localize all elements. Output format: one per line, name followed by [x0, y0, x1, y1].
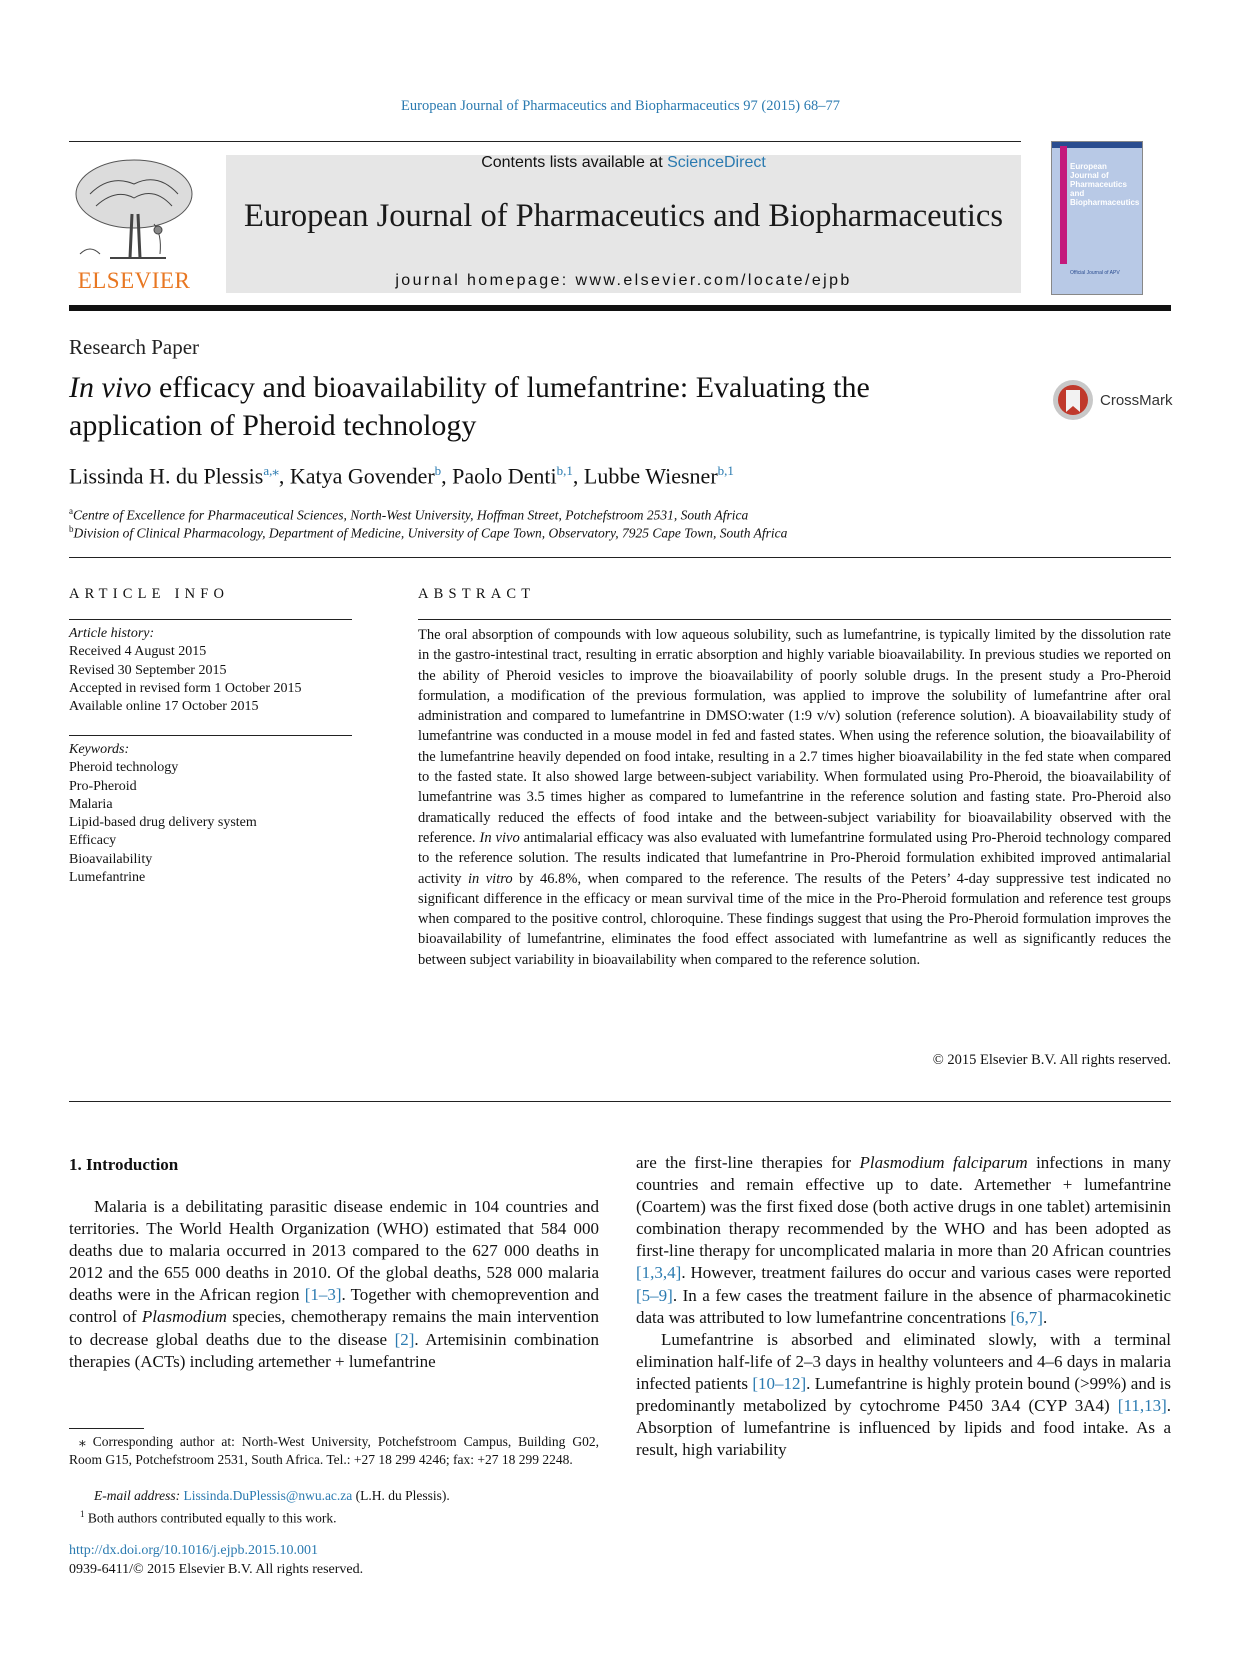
keywords-list	[69, 741, 257, 887]
italic-run: Plasmodium falciparum	[859, 1153, 1028, 1172]
email-footnote	[94, 1487, 450, 1505]
crossmark-icon	[1051, 378, 1099, 422]
corresponding-author-footnote	[69, 1433, 599, 1469]
journal-homepage[interactable]: journal homepage: www.elsevier.com/locate/ejpb	[395, 272, 852, 289]
title-line1: efficacy and bioavailability of lumefantrine: Evaluating the	[151, 371, 870, 404]
abstract-part: by 46.8%, when compared to the reference. The results of the Peters’ 4-day suppressive test indicated no significant difference in the efficacy or mean survival time of the mice in the Pro-Pheroid formulation and reference test groups when compared to the positive control, chloroquine. These findings suggest that using the Pro-Pheroid formulation improves the bioavailability of lumefantrine, eliminates the food effect associated with lumefantrine as well as significantly reduces the between subject variability in bioavailability when compared to the reference solution.	[418, 870, 1171, 968]
abstract-rule	[418, 619, 1171, 620]
email-link[interactable]: Lissinda.DuPlessis@nwu.ac.za	[183, 1488, 353, 1503]
doi-link[interactable]: http://dx.doi.org/10.1016/j.ejpb.2015.10.001	[69, 1543, 319, 1558]
keywords-rule	[69, 735, 352, 736]
text-run: .	[1042, 1307, 1048, 1327]
journal-citation[interactable]: European Journal of Pharmaceutics and Biopharmaceutics 97 (2015) 68–77	[401, 98, 840, 114]
text-run: . Artemisinin combination therapies (ACTs) including artemether + lumefantrine	[69, 1329, 599, 1371]
affiliation-rule	[69, 557, 1171, 558]
keyword: Bioavailability	[69, 851, 153, 867]
affiliation-mark: a	[69, 506, 73, 516]
affiliation-mark: b	[69, 524, 74, 534]
footnote-text: Both authors contributed equally to this work.	[84, 1510, 337, 1526]
author-affiliation-mark[interactable]: b,1	[717, 463, 734, 478]
author-separator: ,	[278, 463, 290, 489]
reference-link[interactable]: [1–3]	[304, 1285, 342, 1305]
abstract-italic: In vivo	[479, 829, 520, 846]
cover-title	[1070, 162, 1140, 207]
affiliation-a	[69, 506, 748, 524]
section-heading: 1. Introduction	[69, 1155, 179, 1174]
footnote-text: (L.H. du Plessis).	[352, 1488, 450, 1503]
elsevier-tree-logo	[70, 154, 198, 266]
history-item: Available online 17 October 2015	[69, 699, 259, 715]
history-item: Received 4 August 2015	[69, 644, 207, 660]
keywords-label: Keywords:	[69, 742, 130, 757]
footnote-mark: ⁎	[79, 1434, 86, 1449]
text-run: Lumefantrine is absorbed and eliminated slowly, with a terminal elimination half-life of 2–3 days in healthy volunteers and 4–6 days in malaria infected patients	[636, 1329, 1171, 1393]
text-run: . Absorption of lumefantrine is influenced by lipids and food intake. As a result, high variability	[636, 1396, 1171, 1460]
footnote-mark: 1	[80, 1509, 85, 1519]
contents-prefix: Contents lists available at	[481, 154, 668, 171]
history-label: Article history:	[69, 626, 155, 641]
footnote-text: Corresponding author at: North-West University, Potchefstroom Campus, Building G02, Room G15, Potchefstroom 2531, South Africa. Tel.: +27 18 299 4246; fax: +27 18 299 2248.	[69, 1434, 599, 1468]
body-right-column	[636, 1152, 1171, 1461]
text-run: . In a few cases the treatment failure in the absence of pharmacokinetic data was attributed to low lumefantrine concentrations	[636, 1285, 1171, 1327]
text-run: . Together with chemoprevention and control of	[69, 1285, 599, 1327]
reference-link[interactable]: [10–12]	[752, 1373, 807, 1393]
italic-run: Plasmodium	[141, 1307, 227, 1327]
article-info-rule	[69, 619, 352, 620]
cover-side-band	[1060, 146, 1067, 264]
keyword: Pheroid technology	[69, 760, 179, 776]
affiliation-text: Division of Clinical Pharmacology, Department of Medicine, University of Cape Town, Observatory, 7925 Cape Town, South Africa	[73, 525, 788, 541]
article-title	[69, 369, 969, 445]
author-separator: ,	[572, 463, 584, 489]
text-run: infections in many countries and remain effective up to date. Artemether + lumefantrine (Coartem) was the first fixed dose (both active drugs in one tablet) artemisinin combination therapy recommended by the WHO and has been adopted as first-line therapy for uncomplicated malaria in more than 20 African countries	[636, 1153, 1172, 1261]
abstract-heading: ABSTRACT	[418, 586, 536, 602]
article-history	[69, 625, 301, 716]
paragraph	[69, 1196, 599, 1373]
abstract-italic: in vitro	[467, 870, 513, 887]
abstract-part: The oral absorption of compounds with low aqueous solubility, such as lumefantrine, is typically limited by the dissolution rate in the gastro-intestinal tract, resulting in erratic absorption and highly variable bioavailability. In previous studies we reported on the ability of Pheroid vesicles to improve the bioavailability of poorly soluble drugs. In the present study a Pro-Pheroid formulation, a modification of the previous formulation, was applied to improve the solubility of lumefantrine after oral administration and compared to lumefantrine in DMSO:water (1:9 v/v) solution (reference solution). A bioavailability study of lumefantrine was conducted in a mouse model in fed and fasted states. When using the reference solution, the bioavailability of the lumefantrine heavily depended on food intake, resulting in a 2.7 times higher bioavailability in the fed state when compared to the fasted state. It also showed large between-subject variability. When formulated using Pro-Pheroid, the bioavailability of lumefantrine was 3.5 times higher as compared to lumefantrine in the reference solution and fasting state. Pro-Pheroid also dramatically reduced the effects of food intake and the between-subject variability for bioavailability observed with the reference.	[418, 627, 1171, 846]
cover-footer: Official Journal of APV	[1070, 270, 1120, 276]
history-item: Revised 30 September 2015	[69, 662, 227, 678]
text-run: are the first-line therapies for	[636, 1153, 860, 1172]
author-affiliation-mark[interactable]: b,1	[556, 463, 573, 478]
text-run: species, chemotherapy remains the main intervention to decrease global deaths due to the disease	[69, 1307, 599, 1349]
abstract-part: antimalarial efficacy was also evaluated with lumefantrine formulated using Pro-Pheroid technology compared to the reference solution. The results indicated that lumefantrine in Pro-Pheroid formulation exhibited improved antimalarial activity	[418, 829, 1171, 887]
reference-link[interactable]: [6,7]	[1010, 1307, 1043, 1327]
author-list	[69, 463, 1169, 489]
author-name[interactable]: Paolo Denti	[452, 463, 557, 489]
cover-title-line: Biopharmaceutics	[1070, 198, 1140, 207]
header-top-rule	[69, 141, 1021, 142]
author-name[interactable]: Lubbe Wiesner	[583, 463, 718, 489]
issn-line: 0939-6411/© 2015 Elsevier B.V. All rights reserved.	[69, 1562, 364, 1577]
elsevier-wordmark: ELSEVIER	[77, 268, 191, 293]
author-separator: ,	[441, 463, 453, 489]
email-label: E-mail address:	[94, 1488, 184, 1503]
keyword: Lipid-based drug delivery system	[69, 815, 257, 831]
article-info-heading: ARTICLE INFO	[69, 586, 230, 602]
abstract-text	[418, 625, 1171, 970]
crossmark-label[interactable]: CrossMark	[1100, 392, 1173, 409]
author-name[interactable]: Lissinda H. du Plessis	[69, 463, 264, 489]
reference-link[interactable]: [2]	[394, 1329, 415, 1349]
paragraph	[636, 1329, 1171, 1462]
affiliation-text: Centre of Excellence for Pharmaceutical Sciences, North-West University, Hoffman Street, Potchefstroom 2531, South Africa	[73, 507, 749, 523]
journal-cover-thumbnail[interactable]	[1051, 141, 1143, 295]
keyword: Malaria	[69, 796, 113, 812]
journal-title: European Journal of Pharmaceutics and Biopharmaceutics	[244, 198, 1003, 234]
author-name[interactable]: Katya Govender	[289, 463, 435, 489]
cover-title-line: Pharmaceutics and	[1070, 180, 1127, 198]
header-bottom-rule	[69, 305, 1171, 311]
cover-title-line: European	[1070, 162, 1107, 171]
paragraph	[636, 1152, 1171, 1329]
text-run: . However, treatment failures do occur and various cases were reported	[681, 1263, 1171, 1283]
sciencedirect-link[interactable]: ScienceDirect	[667, 154, 766, 171]
reference-link[interactable]: [5–9]	[636, 1285, 673, 1305]
author-affiliation-mark[interactable]: a,⁎	[263, 463, 279, 478]
text-run: Malaria is a debilitating parasitic disease endemic in 104 countries and territories. The World Health Organization (WHO) estimated that 584 000 deaths due to malaria occurred in 2013 compared to the 627 000 deaths in 2012 and the 655 000 deaths in 2010. Of the global deaths, 528 000 malaria deaths were in the African region	[69, 1197, 599, 1305]
affiliation-b	[69, 524, 787, 542]
abstract-copyright: © 2015 Elsevier B.V. All rights reserved.	[932, 1052, 1171, 1068]
keyword: Lumefantrine	[69, 870, 146, 886]
text-run: . Lumefantrine is highly protein bound (>99%) and is predominantly metabolized by cytochrome P450 3A4 (CYP 3A4)	[636, 1373, 1172, 1416]
reference-link[interactable]: [11,13]	[1117, 1396, 1167, 1416]
reference-link[interactable]: [1,3,4]	[636, 1263, 682, 1283]
title-line2: application of Pheroid technology	[69, 409, 477, 442]
article-type: Research Paper	[69, 335, 200, 359]
keyword: Pro-Pheroid	[69, 778, 137, 794]
footnote-rule	[69, 1428, 144, 1429]
body-left-column	[69, 1196, 599, 1373]
cover-title-line: Journal of	[1070, 171, 1109, 180]
keyword: Efficacy	[69, 833, 117, 849]
abstract-bottom-rule	[69, 1101, 1171, 1102]
contents-line	[226, 154, 1021, 172]
author-affiliation-mark[interactable]: b	[434, 463, 442, 478]
equal-contribution-footnote	[80, 1505, 336, 1528]
history-item: Accepted in revised form 1 October 2015	[69, 680, 302, 696]
title-italic: In vivo	[69, 371, 152, 404]
